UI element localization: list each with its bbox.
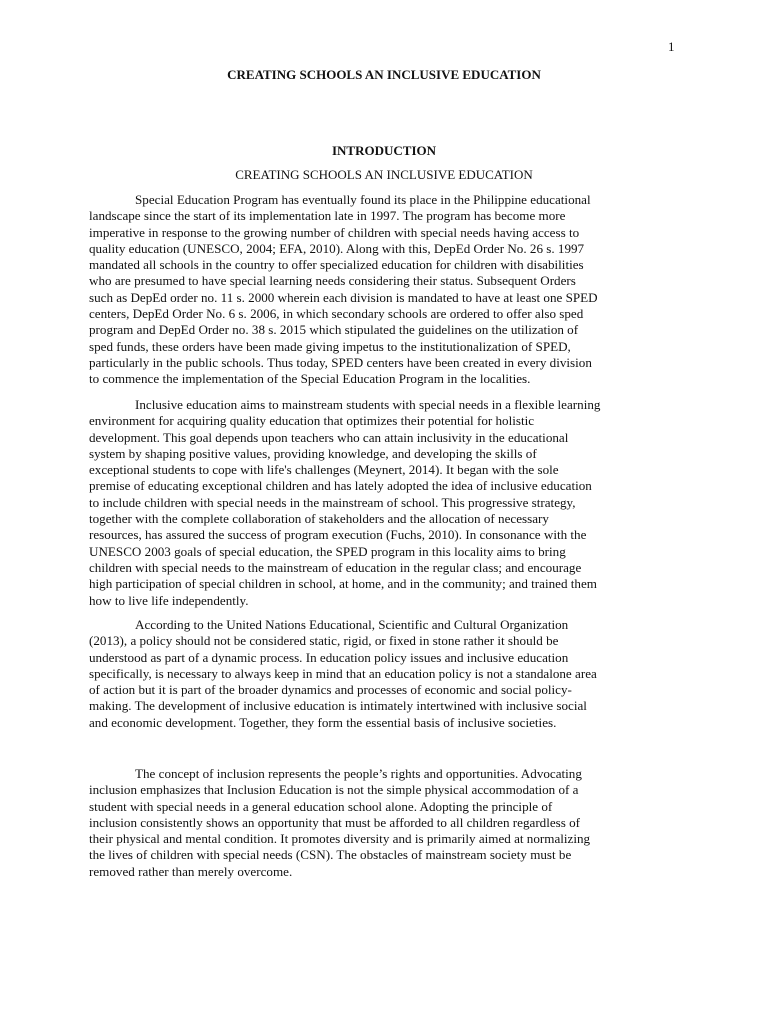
paragraph-line: to commence the implementation of the Special Education Program in the localities. <box>89 371 531 387</box>
paragraph-1 <box>89 192 689 388</box>
paragraph-line: sped funds, these orders have been made giving impetus to the institutionalization of SPED, <box>89 338 571 354</box>
paragraph-line: (2013), a policy should not be considered static, rigid, or fixed in stone rather it should be <box>89 633 559 649</box>
paragraph-line: making. The development of inclusive education is intimately intertwined with inclusive social <box>89 698 587 714</box>
paragraph-line: inclusion consistently shows an opportunity that must be afforded to all children regardless of <box>89 814 581 830</box>
paragraph-line: their physical and mental condition. It promotes diversity and is primarily aimed at normalizing <box>89 831 591 847</box>
paragraph-line: system by shaping positive values, providing knowledge, and developing the skills of <box>89 445 537 461</box>
paragraph-line: to include children with special needs in the mainstream of school. This progressive strategy, <box>89 494 576 510</box>
paragraph-line: exceptional students to cope with life's challenges (Meynert, 2014). It began with the sole <box>89 462 559 478</box>
paragraph-line: student with special needs in a general education school alone. Adopting the principle of <box>89 798 553 814</box>
page-number: 1 <box>668 39 675 54</box>
paragraph-line: particularly in the public schools. Thus today, SPED centers have been created in every division <box>89 354 592 370</box>
paragraph-4 <box>89 766 689 880</box>
paragraph-line: According to the United Nations Educational, Scientific and Cultural Organization <box>135 617 569 632</box>
paragraph-line: environment for acquiring quality education that optimizes their potential for holistic <box>89 413 535 429</box>
paragraph-line: program and DepEd Order no. 38 s. 2015 which stipulated the guidelines on the utilization of <box>89 322 579 338</box>
paragraph-line: quality education (UNESCO, 2004; EFA, 2010). Along with this, DepEd Order No. 26 s. 1997 <box>89 240 585 256</box>
paragraph-line: specifically, is necessary to always keep in mind that an education policy is not a standalone area <box>89 665 597 681</box>
paragraph-line: together with the complete collaboration of stakeholders and the allocation of necessary <box>89 511 549 527</box>
document-title: CREATING SCHOOLS AN INCLUSIVE EDUCATION <box>227 67 541 82</box>
paragraph-line: understood as part of a dynamic process. In education policy issues and inclusive education <box>89 649 569 665</box>
paragraph-2 <box>89 397 689 609</box>
paragraph-line: such as DepEd order no. 11 s. 2000 wherein each division is mandated to have at least one SPED <box>89 289 598 305</box>
paragraph-line: the lives of children with special needs (CSN). The obstacles of mainstream society must be <box>89 847 572 863</box>
paragraph-line: resources, has assured the success of program execution (Fuchs, 2010). In consonance with the <box>89 527 587 543</box>
paragraph-line: UNESCO 2003 goals of special education, the SPED program in this locality aims to bring <box>89 543 566 559</box>
paragraph-line: children with special needs to the mainstream of education in the regular class; and encourage <box>89 559 582 575</box>
section-subheading: CREATING SCHOOLS AN INCLUSIVE EDUCATION <box>235 167 533 182</box>
paragraph-line: Inclusive education aims to mainstream students with special needs in a flexible learning <box>135 397 601 412</box>
paragraph-line: development. This goal depends upon teachers who can attain inclusivity in the educational <box>89 429 569 445</box>
paragraph-line: premise of educating exceptional children and has lately adopted the idea of inclusive education <box>89 478 592 494</box>
paragraph-line: how to live life independently. <box>89 592 249 608</box>
paragraph-line: Special Education Program has eventually found its place in the Philippine educational <box>135 192 591 207</box>
paragraph-line: mandated all schools in the country to offer specialized education for children with disabilities <box>89 257 584 273</box>
paragraph-line: inclusion emphasizes that Inclusion Education is not the simple physical accommodation of a <box>89 782 579 798</box>
paragraph-line: imperative in response to the growing number of children with special needs having access to <box>89 224 580 240</box>
paragraph-3 <box>89 617 689 731</box>
paragraph-line: centers, DepEd Order No. 6 s. 2006, in which secondary schools are ordered to offer also sped <box>89 306 584 322</box>
section-heading: INTRODUCTION <box>331 143 436 158</box>
paragraph-line: of action but it is part of the broader dynamics and processes of economic and social policy- <box>89 682 572 698</box>
paragraph-line: The concept of inclusion represents the people’s rights and opportunities. Advocating <box>135 766 582 781</box>
paragraph-line: high participation of special children in school, at home, and in the community; and trained them <box>89 576 597 592</box>
paragraph-line: removed rather than merely overcome. <box>89 863 293 879</box>
paragraph-line: and economic development. Together, they form the essential basis of inclusive societies. <box>89 714 557 730</box>
paragraph-line: landscape since the start of its implementation late in 1997. The program has become more <box>89 208 566 224</box>
paragraph-line: who are presumed to have special learning needs considering their status. Subsequent Orders <box>89 273 576 289</box>
